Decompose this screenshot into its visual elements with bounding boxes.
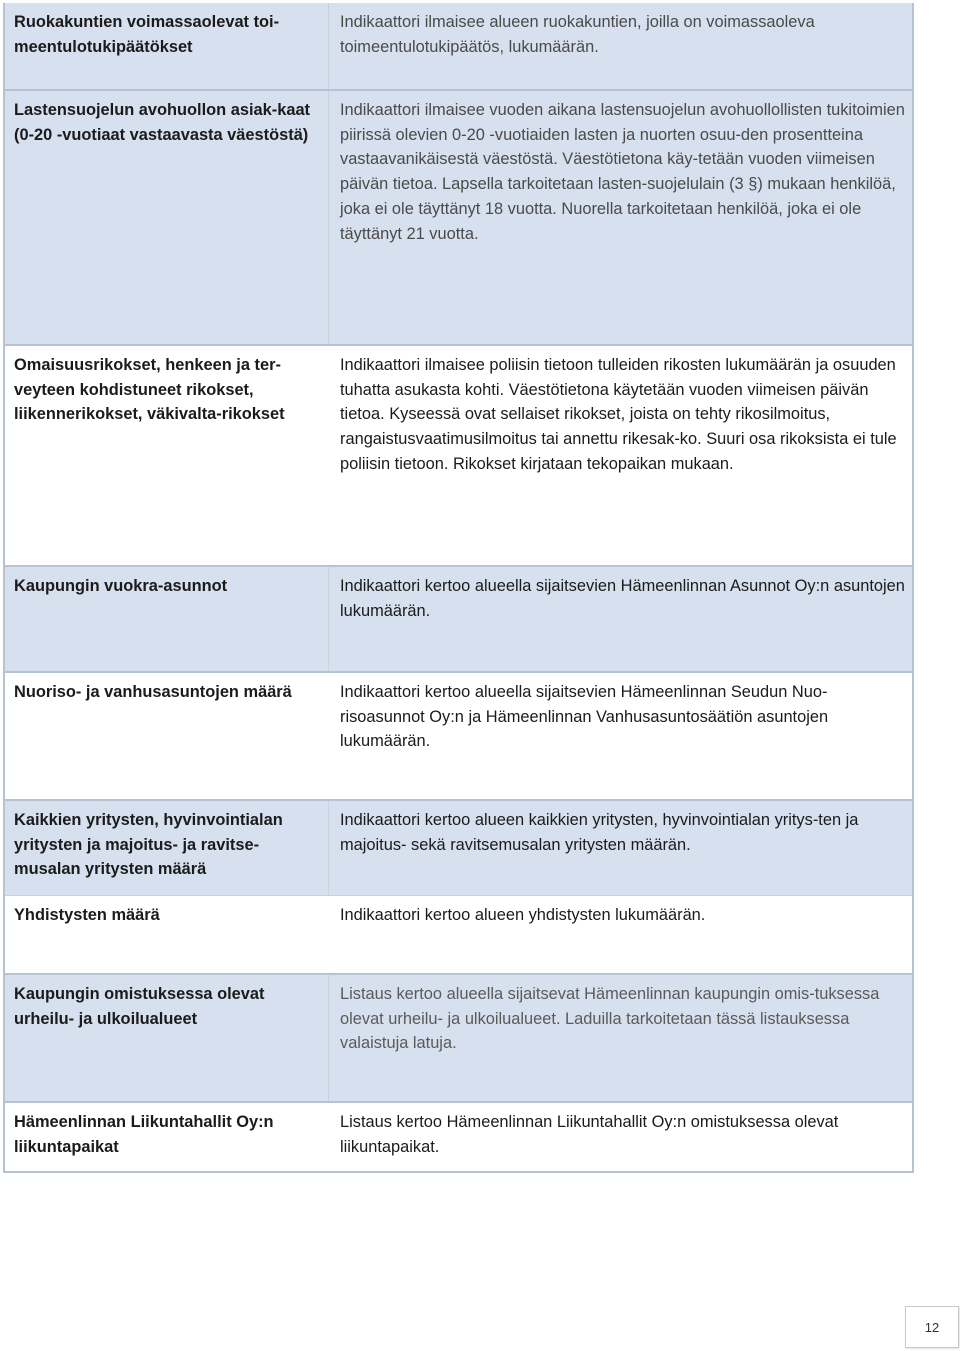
table-row xyxy=(5,671,912,799)
indicator-description: Indikaattori kertoo alueella sijaitsevien Hämeenlinnan Seudun Nuo-risoasunnot Oy:n ja Hämeenlinnan Vanhusasuntosäätiön asuntojen lukumäärän. xyxy=(340,683,829,751)
page-number: 12 xyxy=(905,1306,959,1348)
table-row xyxy=(5,895,912,973)
indicator-name: Yhdistysten määrä xyxy=(14,906,160,924)
indicator-name: Lastensuojelun avohuollon asiak-kaat (0-20 -vuotiaat vastaavasta väestöstä) xyxy=(5,91,329,344)
indicator-description: Listaus kertoo alueella sijaitsevat Hämeenlinnan kaupungin omis-tuksessa olevat urheilu- ja ulkoilualueet. Laduilla tarkoitetaan tässä listauksessa valaistuja latuja. xyxy=(340,985,880,1053)
indicator-description: Indikaattori ilmaisee vuoden aikana lastensuojelun avohuollollisten tukitoimien piirissä olevien 0-20 -vuotiaiden lasten ja nuorten osuu-den prosentteina vastaavanikäisestä väestöstä. Väestötietona käy-tetään vuoden viimeisen päivän tietoa. Lapsella tarkoitetaan lasten-suojelulain (3 §) mukaan henkilöä, joka ei ole täyttänyt 18 vuotta. Nuorella tarkoitetaan henkilöä, joka ei ole täyttänyt 21 vuotta. xyxy=(340,101,905,243)
indicator-description: Listaus kertoo Hämeenlinnan Liikuntahallit Oy:n omistuksessa olevat liikuntapaikat. xyxy=(340,1113,839,1156)
indicator-name: Nuoriso- ja vanhusasuntojen määrä xyxy=(14,683,292,701)
table-row xyxy=(5,3,912,89)
table-row xyxy=(5,799,912,895)
table-row xyxy=(5,565,912,671)
indicator-name: Omaisuusrikokset, henkeen ja ter-veyteen kohdistuneet rikokset, liikennerikokset, väkivalta-rikokset xyxy=(14,356,285,424)
table-row xyxy=(5,1101,912,1171)
table-row xyxy=(5,344,912,565)
indicator-name: Kaikkien yritysten, hyvinvointialan yritysten ja majoitus- ja ravitse-musalan yritysten määrä xyxy=(5,801,329,895)
indicator-description: Indikaattori ilmaisee poliisin tietoon tulleiden rikosten lukumäärän ja osuuden tuhatta asukasta kohti. Väestötietona käytetään vuoden viimeisen päivän tietoa. Kyseessä ovat sellaiset rikokset, joista on tehty rikosilmoitus, rangaistusvaatimusilmoitus tai annettu rikesak-ko. Suuri osa rikoksista ei tule poliisin tietoon. Rikokset kirjataan tekopaikan mukaan. xyxy=(340,356,897,473)
indicator-name: Hämeenlinnan Liikuntahallit Oy:n liikuntapaikat xyxy=(14,1113,274,1156)
indicator-description: Indikaattori kertoo alueella sijaitsevien Hämeenlinnan Asunnot Oy:n asuntojen lukumäärän. xyxy=(340,577,905,620)
indicator-table xyxy=(3,3,914,1173)
indicator-description: Indikaattori kertoo alueen kaikkien yritysten, hyvinvointialan yritys-ten ja majoitus- sekä ravitsemusalan yritysten määrän. xyxy=(340,811,859,854)
indicator-name: Kaupungin vuokra-asunnot xyxy=(5,567,329,671)
indicator-description: Indikaattori ilmaisee alueen ruokakuntien, joilla on voimassaoleva toimeentulotukipäätös, lukumäärän. xyxy=(340,13,815,56)
indicator-name: Kaupungin omistuksessa olevat urheilu- ja ulkoilualueet xyxy=(5,975,329,1101)
table-row xyxy=(5,89,912,344)
indicator-name: Ruokakuntien voimassaolevat toi-meentulotukipäätökset xyxy=(5,3,329,89)
table-row xyxy=(5,973,912,1101)
indicator-description: Indikaattori kertoo alueen yhdistysten lukumäärän. xyxy=(340,906,706,924)
